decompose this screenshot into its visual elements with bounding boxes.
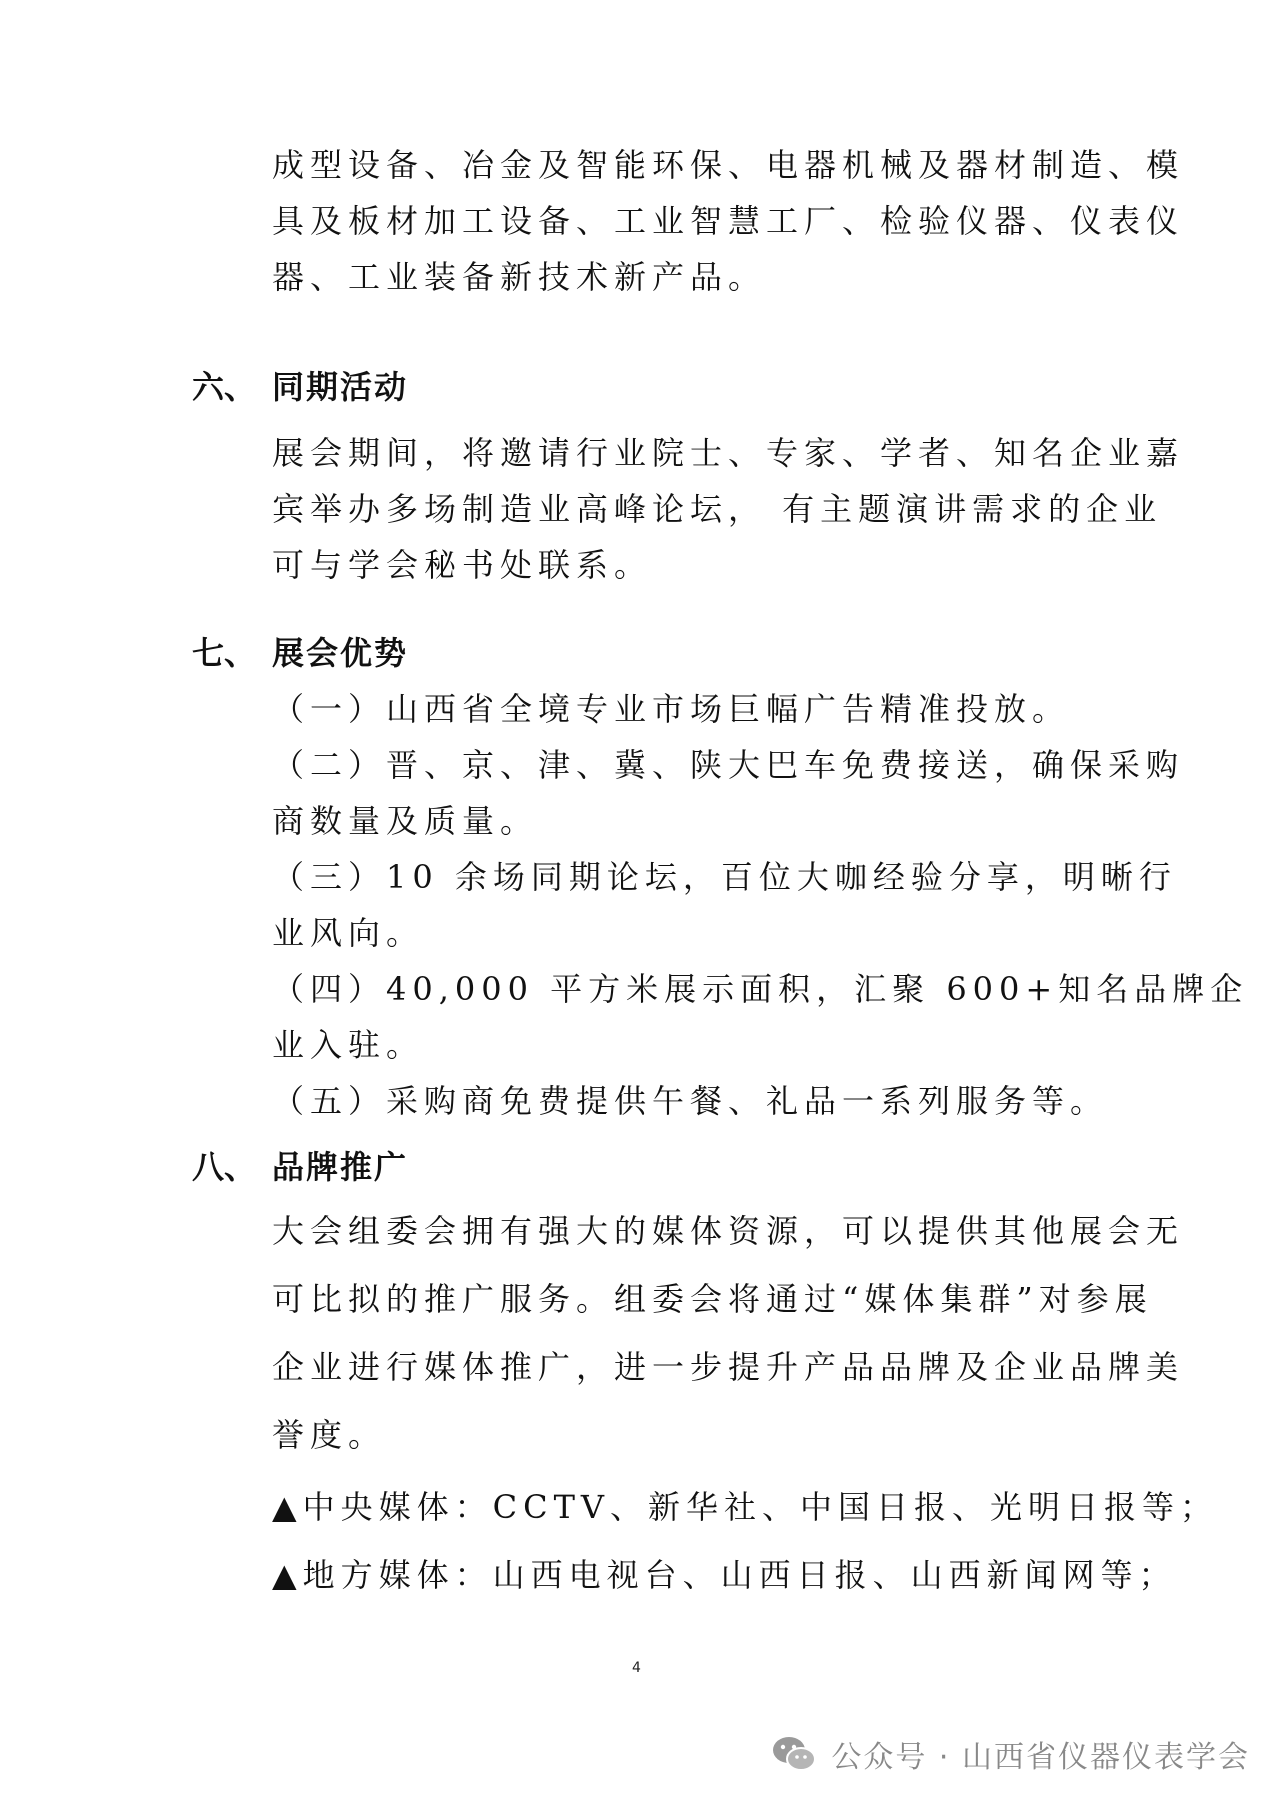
paragraph-line: 器、工业装备新技术新产品。: [272, 258, 767, 296]
paragraph-line: 可比拟的推广服务。组委会将通过“媒体集群”对参展: [272, 1280, 1153, 1318]
watermark: [771, 1732, 1250, 1776]
wechat-icon: [771, 1734, 817, 1774]
paragraph-line: 企业进行媒体推广，进一步提升产品品牌及企业品牌美: [272, 1348, 1185, 1386]
section-title: 展会优势: [272, 634, 409, 672]
list-item: 商数量及质量。: [272, 802, 539, 840]
paragraph-line: 展会期间，将邀请行业院士、专家、学者、知名企业嘉: [272, 434, 1185, 472]
section-7-heading: [192, 628, 408, 674]
section-8-heading: [192, 1142, 408, 1188]
paragraph-line: 大会组委会拥有强大的媒体资源，可以提供其他展会无: [272, 1212, 1185, 1250]
list-item: （五）采购商免费提供午餐、礼品一系列服务等。: [272, 1082, 1109, 1120]
list-item: 业入驻。: [272, 1026, 425, 1064]
page-number: 4: [632, 1660, 641, 1676]
paragraph-line: 具及板材加工设备、工业智慧工厂、检验仪器、仪表仪: [272, 202, 1185, 240]
list-item: （三）10 余场同期论坛，百位大咖经验分享，明晰行: [272, 858, 1177, 896]
list-item: 业风向。: [272, 914, 425, 952]
media-item: ▲地方媒体：山西电视台、山西日报、山西新闻网等；: [272, 1556, 1177, 1594]
list-item: （一）山西省全境专业市场巨幅广告精准投放。: [272, 690, 1071, 728]
list-item: （四）40,000 平方米展示面积，汇聚 600+知名品牌企: [272, 970, 1249, 1008]
section-title: 品牌推广: [272, 1148, 409, 1186]
section-number: 八、: [192, 1148, 257, 1186]
section-title: 同期活动: [272, 368, 409, 406]
paragraph-line: 宾举办多场制造业高峰论坛， 有主题演讲需求的企业: [272, 490, 1163, 528]
section-6-heading: [192, 362, 408, 408]
section-number: 七、: [192, 634, 257, 672]
media-item: ▲中央媒体：CCTV、新华社、中国日报、光明日报等；: [272, 1488, 1219, 1526]
paragraph-line: 可与学会秘书处联系。: [272, 546, 653, 584]
list-item: （二）晋、京、津、冀、陕大巴车免费接送，确保采购: [272, 746, 1185, 784]
section-number: 六、: [192, 368, 257, 406]
watermark-text: 公众号 · 山西省仪器仪表学会: [831, 1740, 1250, 1775]
paragraph-line: 成型设备、冶金及智能环保、电器机械及器材制造、模: [272, 146, 1185, 184]
paragraph-line: 誉度。: [272, 1416, 387, 1454]
